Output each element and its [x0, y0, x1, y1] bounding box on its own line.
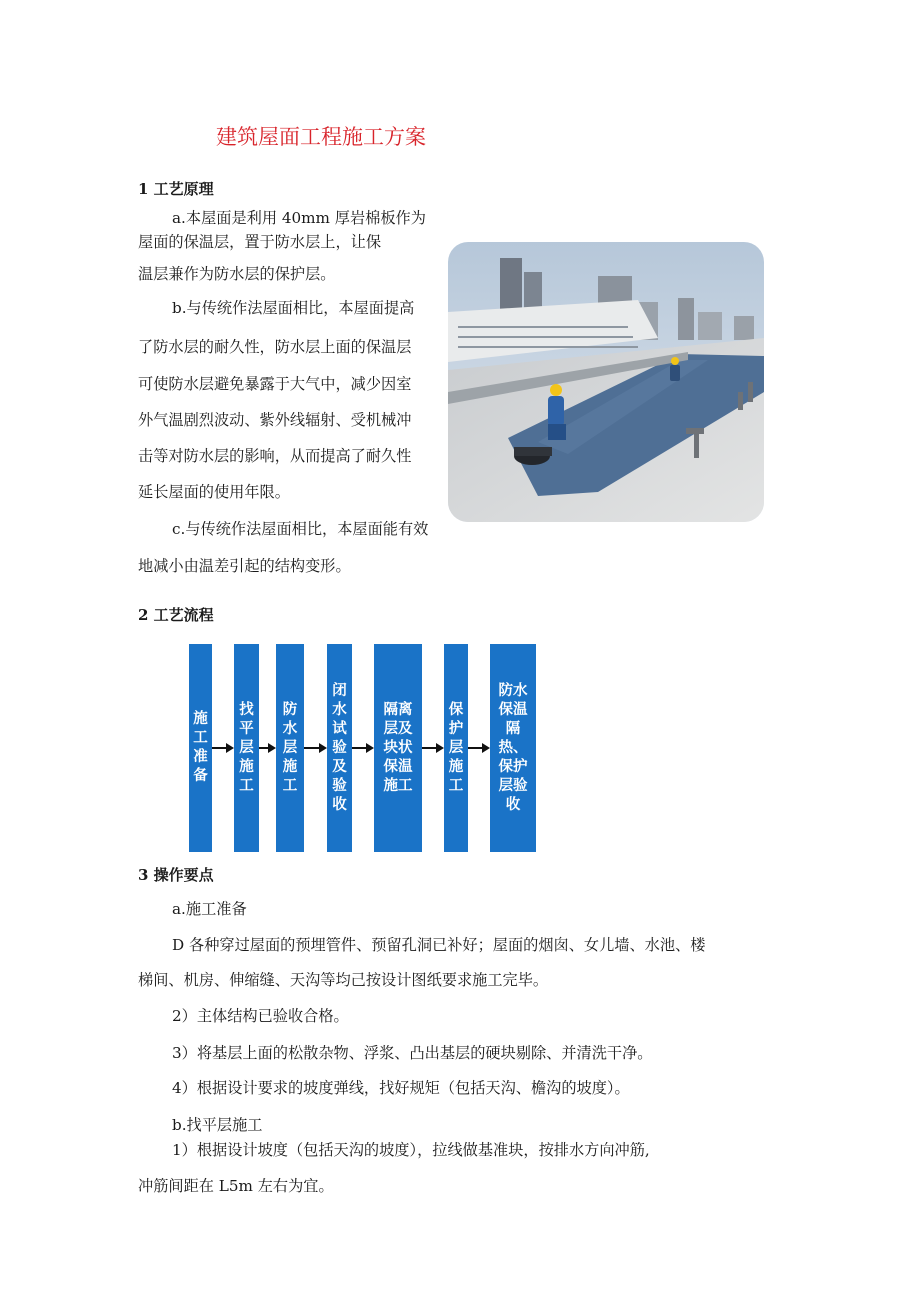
section-3-heading: 3 操作要点 [138, 866, 214, 884]
flow-step-text: 施 [239, 758, 254, 775]
flow-step-text: 层 [239, 739, 254, 756]
flow-step-text: 施 [282, 758, 298, 775]
flow-step-text: 找 [239, 701, 254, 718]
flow-step-text: 平 [239, 720, 254, 737]
flow-step-text: 保护 [498, 758, 528, 775]
flow-step-text: 保 [448, 701, 464, 718]
flow-step-text: 防水 [498, 682, 528, 699]
flow-step-text: 施 [448, 758, 464, 775]
flow-step-text: 护 [448, 720, 464, 737]
flow-step-text: 层验 [498, 777, 528, 794]
rooftop-construction-photo [448, 242, 764, 522]
para-c-line-2: 地减小由温差引起的结构变形。 [138, 557, 351, 575]
flow-step-5 [374, 644, 422, 852]
flow-step-4 [327, 644, 352, 852]
para-a-line-1: a.本屋面是利用 40mm 厚岩棉板作为 [172, 209, 426, 227]
flow-step-text: 层及 [383, 720, 413, 737]
flow-step-text: 隔 [505, 720, 521, 737]
para-c-line-1: c.与传统作法屋面相比，本屋面能有效 [172, 520, 429, 538]
b-item-1-line-1: 1）根据设计坡度（包括天沟的坡度），拉线做基准块，按排水方向冲筋, [172, 1141, 650, 1159]
para-a-line-2: 屋面的保温层，置于防水层上，让保 [138, 233, 381, 251]
flow-step-text: 验 [332, 777, 347, 794]
flow-step-text: 层 [448, 739, 464, 756]
flow-step-text: 保温 [383, 758, 413, 775]
flow-step-text: 层 [282, 739, 298, 756]
item-4: 4）根据设计要求的坡度弹线，找好规矩（包括天沟、檐沟的坡度）。 [172, 1079, 630, 1097]
flow-step-text: 备 [193, 768, 208, 784]
flow-step-text: 及 [332, 758, 347, 775]
item-1-line-2: 梯间、机房、伸缩缝、天沟等均己按设计图纸要求施工完毕。 [138, 971, 549, 989]
flow-step-2 [234, 644, 259, 852]
para-b-line-3: 可使防水层避免暴露于大气中，减少因室 [138, 375, 412, 393]
para-b-line-1: b.与传统作法屋面相比，本屋面提高 [172, 299, 415, 317]
para-b-line-6: 延长屋面的使用年限。 [138, 483, 290, 501]
flow-step-text: 工 [448, 777, 464, 794]
flow-step-text: 准 [193, 749, 208, 765]
flow-step-text: 试 [332, 720, 347, 737]
page-title: 建筑屋面工程施工方案 [216, 125, 426, 149]
flow-step-text: 工 [239, 777, 254, 794]
flow-step-text: 工 [193, 730, 208, 746]
flow-step-text: 收 [332, 796, 347, 813]
flow-step-1 [189, 644, 212, 852]
flow-step-text: 验 [332, 739, 347, 756]
flow-step-text: 防 [282, 701, 298, 718]
flow-step-text: 隔离 [383, 701, 413, 718]
para-b-line-4: 外气温剧烈波动、紫外线辐射、受机械冲 [138, 411, 412, 429]
flow-step-text: 施工 [383, 777, 413, 794]
section-1-heading: 1 工艺原理 [138, 180, 214, 198]
para-a-line-3: 温层兼作为防水层的保护层。 [138, 265, 336, 283]
flow-arrow-icon [422, 741, 444, 755]
flow-step-text: 施 [193, 711, 208, 727]
flow-arrow-icon [259, 741, 276, 755]
flow-step-7 [490, 644, 536, 852]
item-1-line-1: D 各种穿过屋面的预埋管件、预留孔洞已补好；屋面的烟囱、女儿墙、水池、楼 [172, 936, 706, 954]
subheading-b: b.找平层施工 [172, 1116, 263, 1134]
flow-step-text: 热、 [498, 739, 528, 756]
flow-step-text: 收 [505, 796, 521, 813]
flow-arrow-icon [352, 741, 374, 755]
para-b-line-5: 击等对防水层的影响，从而提高了耐久性 [138, 447, 412, 465]
flow-arrow-icon [468, 741, 490, 755]
flow-step-3 [276, 644, 304, 852]
flow-step-text: 水 [332, 701, 347, 718]
item-2: 2）主体结构已验收合格。 [172, 1007, 349, 1025]
para-b-line-2: 了防水层的耐久性，防水层上面的保温层 [138, 338, 412, 356]
flow-step-text: 闭 [332, 682, 347, 699]
flow-step-text: 水 [282, 720, 298, 737]
section-2-heading: 2 工艺流程 [138, 606, 214, 624]
flow-step-6 [444, 644, 468, 852]
b-item-1-line-2: 冲筋间距在 L5m 左右为宜。 [138, 1177, 334, 1195]
flow-arrow-icon [304, 741, 327, 755]
flow-step-text: 工 [282, 777, 298, 794]
flow-step-text: 块状 [383, 739, 413, 756]
subheading-a: a.施工准备 [172, 900, 247, 918]
item-3: 3）将基层上面的松散杂物、浮浆、凸出基层的硬块剔除、并清洗干净。 [172, 1044, 653, 1062]
flow-step-text: 保温 [498, 701, 528, 718]
flow-arrow-icon [212, 741, 234, 755]
